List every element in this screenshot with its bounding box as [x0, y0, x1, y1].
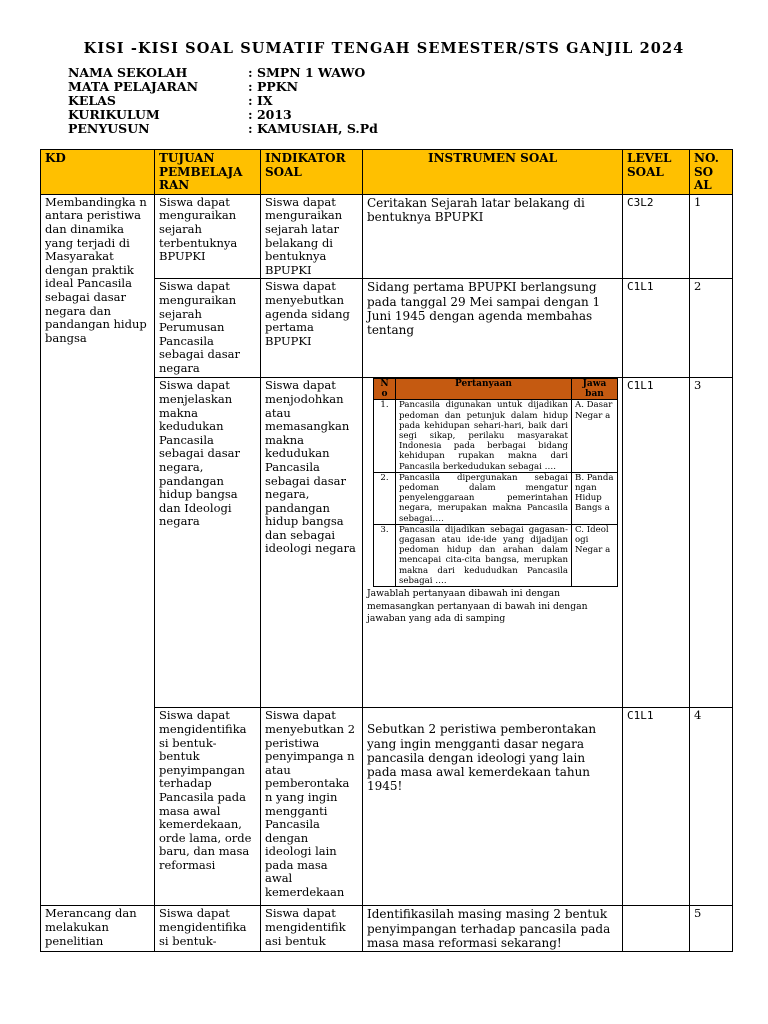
- matching-table: [373, 378, 618, 587]
- indikator-cell: Siswa dapat menguraikan sejarah latar belakang di bentuknya BPUPKI: [261, 194, 363, 279]
- level-cell: C3L2: [623, 194, 690, 279]
- indikator-cell: Siswa dapat mengidentifik asi bentuk: [261, 906, 363, 952]
- identity-value: : PPKN: [248, 79, 299, 94]
- kd-cell: Merancang dan melakukan penelitian: [41, 906, 155, 952]
- identity-value: : 2013: [248, 107, 292, 122]
- identity-label: PENYUSUN: [68, 121, 150, 136]
- page-title: KISI -KISI SOAL SUMATIF TENGAH SEMESTER/STS GANJIL 2024: [83, 40, 685, 57]
- matching-no: 2.: [374, 472, 396, 524]
- kd-cell: Membandingka n antara peristiwa dan dinamika yang terjadi di Masyarakat dengan praktik ideal Pancasila sebagai dasar negara dan pandangan hidup bangsa: [41, 194, 155, 906]
- indikator-cell: Siswa dapat menyebutkan 2 peristiwa penyimpanga n atau pemberontaka n yang ingin mengganti Pancasila dengan ideologi lain pada masa awal kemerdekaan: [261, 708, 363, 906]
- matching-instruction: Jawablah pertanyaan dibawah ini dengan memasangkan pertanyaan di bawah ini dengan jawaban yang ada di samping: [367, 588, 588, 624]
- level-cell: C1L1: [623, 378, 690, 708]
- no-cell: 2: [690, 279, 733, 378]
- indikator-cell: Siswa dapat menyebutkan agenda sidang pertama BPUPKI: [261, 279, 363, 378]
- identity-label: KURIKULUM: [68, 107, 160, 122]
- matching-no: 3.: [374, 524, 396, 586]
- level-cell: C1L1: [623, 708, 690, 906]
- no-cell: 1: [690, 194, 733, 279]
- instrumen-cell: Identifikasilah masing masing 2 bentuk penyimpangan terhadap pancasila pada masa masa reformasi sekarang!: [363, 906, 623, 952]
- instrumen-cell: [363, 378, 623, 708]
- tujuan-cell: Siswa dapat menguraikan sejarah terbentuknya BPUPKI: [155, 194, 261, 279]
- identity-label: NAMA SEKOLAH: [68, 65, 188, 80]
- matching-header-answer: Jawa ban: [572, 379, 618, 400]
- header-level: LEVEL SOAL: [623, 150, 690, 195]
- header-tujuan: TUJUAN PEMBELAJA RAN: [155, 150, 261, 195]
- tujuan-cell: Siswa dapat mengidentifika si bentuk-: [155, 906, 261, 952]
- instrumen-cell: Sebutkan 2 peristiwa pemberontakan yang ingin mengganti dasar negara pancasila dengan ideologi yang lain pada masa awal kemerdekaan tahun 1945!: [363, 708, 623, 906]
- header-no: NO. SO AL: [690, 150, 733, 195]
- table-row: [41, 906, 733, 952]
- matching-answer: C. Ideol ogi Negar a: [572, 524, 618, 586]
- identity-row-subject: [68, 80, 448, 94]
- indikator-cell: Siswa dapat menjodohkan atau memasangkan makna kedudukan Pancasila sebagai dasar negara, pandangan hidup bangsa dan sebagai ideologi negara: [261, 378, 363, 708]
- no-cell: 3: [690, 378, 733, 708]
- identity-label: MATA PELAJARAN: [68, 79, 199, 94]
- header-kd: KD: [41, 150, 155, 195]
- identity-row-author: [68, 122, 448, 136]
- instrumen-cell: Ceritakan Sejarah latar belakang di bentuknya BPUPKI: [363, 194, 623, 279]
- header-indikator: INDIKATOR SOAL: [261, 150, 363, 195]
- identity-block: [68, 66, 448, 136]
- matching-question: Pancasila dipergunakan sebagai pedoman dalam mengatur penyelenggaraan pemerintahan negara, merupakan makna Pancasila sebagai….: [396, 472, 572, 524]
- identity-row-school: [68, 66, 448, 80]
- matching-row: [374, 472, 618, 524]
- matching-question: Pancasila digunakan untuk dijadikan pedoman dan petunjuk dalam hidup pada kehidupan sehari-hari, baik dari segi sikap, perilaku masyarakat Indonesia pada berbagai bidang kehidupan rupakan makna dari Pancasila berkedudukan sebagai ….: [396, 400, 572, 472]
- no-cell: 4: [690, 708, 733, 906]
- matching-answer: A. Dasar Negar a: [572, 400, 618, 472]
- level-cell: C1L1: [623, 279, 690, 378]
- level-cell: [623, 906, 690, 952]
- matching-row: [374, 524, 618, 586]
- table-header-row: [41, 150, 733, 195]
- header-instrumen: INSTRUMEN SOAL: [363, 150, 623, 195]
- identity-value: : IX: [248, 93, 273, 108]
- tujuan-cell: Siswa dapat menguraikan sejarah Perumusan Pancasila sebagai dasar negara: [155, 279, 261, 378]
- instrumen-cell: Sidang pertama BPUPKI berlangsung pada tanggal 29 Mei sampai dengan 1 Juni 1945 dengan agenda membahas tentang: [363, 279, 623, 378]
- matching-row: [374, 400, 618, 472]
- matching-header-no: N o: [374, 379, 396, 400]
- matching-question: Pancasila dijadikan sebagai gagasan-gagasan atau ide-ide yang dijadijan pedoman hidup dan arahan dalam mencapai cita-cita bangsa, merupkan makna dari kedududkan Pancasila sebagai ….: [396, 524, 572, 586]
- no-cell: 5: [690, 906, 733, 952]
- tujuan-cell: Siswa dapat menjelaskan makna kedudukan Pancasila sebagai dasar negara, pandangan hidup bangsa dan Ideologi negara: [155, 378, 261, 708]
- table-row: [41, 194, 733, 279]
- identity-label: KELAS: [68, 93, 116, 108]
- identity-row-class: [68, 94, 448, 108]
- kisi-kisi-table: [40, 149, 733, 952]
- matching-header-question: Pertanyaan: [396, 379, 572, 400]
- identity-value: : KAMUSIAH, S.Pd: [248, 121, 378, 136]
- matching-no: 1.: [374, 400, 396, 472]
- tujuan-cell: Siswa dapat mengidentifika si bentuk-bentuk penyimpangan terhadap Pancasila pada masa awal kemerdekaan, orde lama, orde baru, dan masa reformasi: [155, 708, 261, 906]
- matching-header-row: [374, 379, 618, 400]
- matching-answer: B. Panda ngan Hidup Bangs a: [572, 472, 618, 524]
- identity-row-curriculum: [68, 108, 448, 122]
- identity-value: : SMPN 1 WAWO: [248, 65, 366, 80]
